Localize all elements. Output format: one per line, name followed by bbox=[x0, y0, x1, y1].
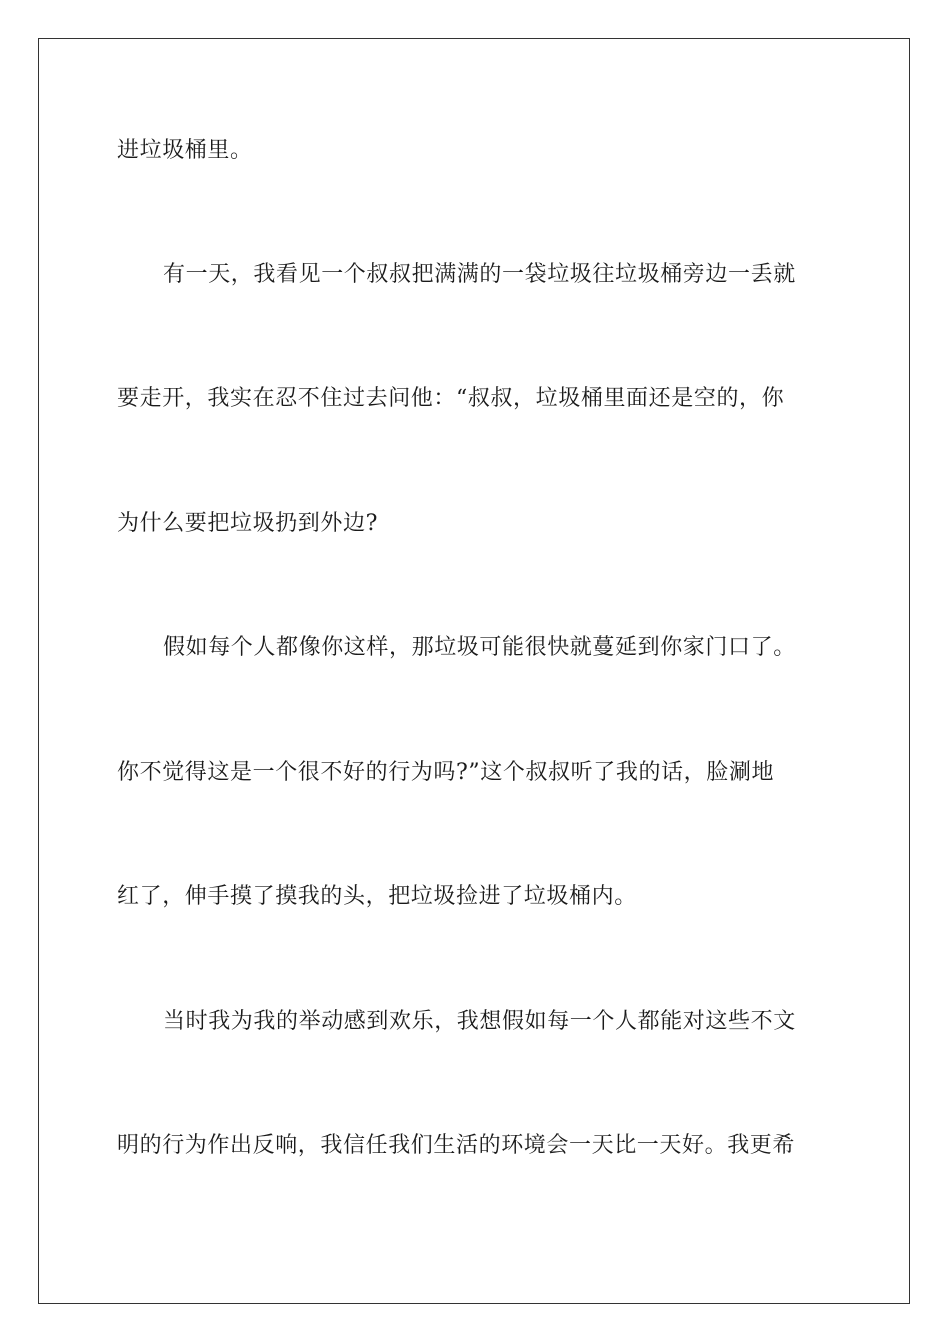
text-line-3: 要走开，我实在忍不住过去问他：“叔叔，垃圾桶里面还是空的，你 bbox=[117, 386, 785, 411]
text-line-2: 有一天，我看见一个叔叔把满满的一袋垃圾往垃圾桶旁边一丢就 bbox=[163, 262, 796, 287]
text-line-6: 你不觉得这是一个很不好的行为吗?”这个叔叔听了我的话，脸涮地 bbox=[117, 760, 775, 785]
text-line-5: 假如每个人都像你这样，那垃圾可能很快就蔓延到你家门口了。 bbox=[163, 635, 796, 660]
text-line-8: 当时我为我的举动感到欢乐，我想假如每一个人都能对这些不文 bbox=[163, 1009, 796, 1034]
text-line-4: 为什么要把垃圾扔到外边? bbox=[117, 511, 378, 536]
text-line-7: 红了，伸手摸了摸我的头，把垃圾捡进了垃圾桶内。 bbox=[117, 884, 637, 909]
text-line-1: 进垃圾桶里。 bbox=[117, 138, 253, 163]
page-border bbox=[38, 38, 910, 1304]
text-line-9: 明的行为作出反响，我信任我们生活的环境会一天比一天好。我更希 bbox=[117, 1133, 796, 1158]
